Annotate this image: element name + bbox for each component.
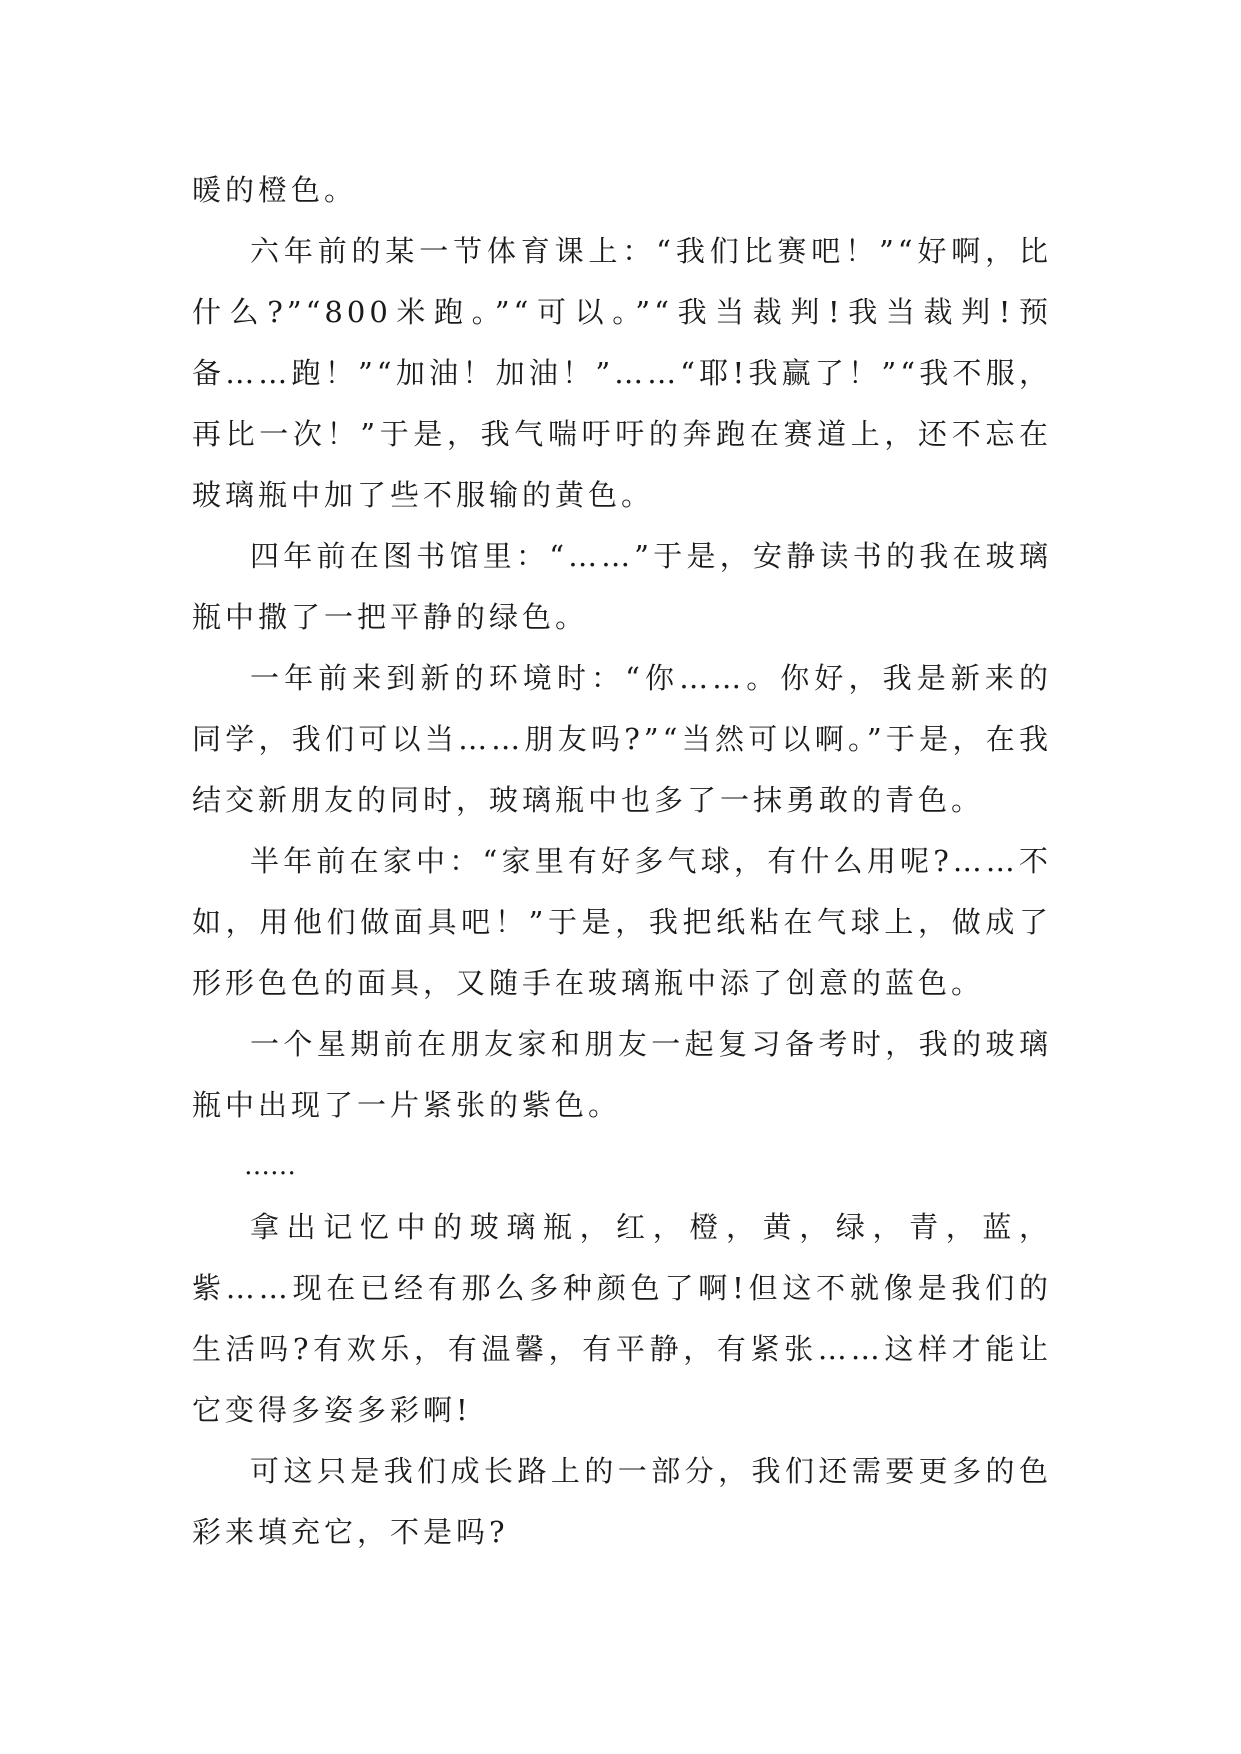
paragraph-1: 暖的橙色。	[192, 173, 358, 207]
paragraph-8: 拿出记忆中的玻璃瓶，红，橙，黄，绿，青，蓝，紫……现在已经有那么多种颜色了啊!但这不就像是我们的生活吗?有欢乐，有温馨，有平静，有紧张……这样才能让它变得多姿多彩啊!	[192, 1210, 1052, 1427]
paragraph-5: 半年前在家中：“家里有好多气球，有什么用呢?……不如，用他们做面具吧！”于是，我把纸粘在气球上，做成了形形色色的面具，又随手在玻璃瓶中添了创意的蓝色。	[192, 844, 1052, 1000]
paragraph-4: 一年前来到新的环境时：“你……。你好，我是新来的同学，我们可以当……朋友吗?”“当然可以啊。”于是，在我结交新朋友的同时，玻璃瓶中也多了一抹勇敢的青色。	[192, 661, 1052, 817]
paragraph-6: 一个星期前在朋友家和朋友一起复习备考时，我的玻璃瓶中出现了一片紧张的紫色。	[192, 1027, 1052, 1122]
paragraph-ellipsis: ……	[244, 1151, 296, 1181]
paragraph-2: 六年前的某一节体育课上：“我们比赛吧！”“好啊，比什么?”“800米跑。”“可以。”“我当裁判!我当裁判!预备……跑！”“加油！加油！”……“耶!我赢了！”“我不服，再比一次！”于是，我气喘吁吁的奔跑在赛道上，还不忘在玻璃瓶中加了些不服输的黄色。	[192, 234, 1052, 512]
paragraph-9: 可这只是我们成长路上的一部分，我们还需要更多的色彩来填充它，不是吗?	[192, 1454, 1052, 1549]
document-body	[192, 160, 1052, 1563]
paragraph-3: 四年前在图书馆里：“……”于是，安静读书的我在玻璃瓶中撒了一把平静的绿色。	[192, 539, 1052, 634]
